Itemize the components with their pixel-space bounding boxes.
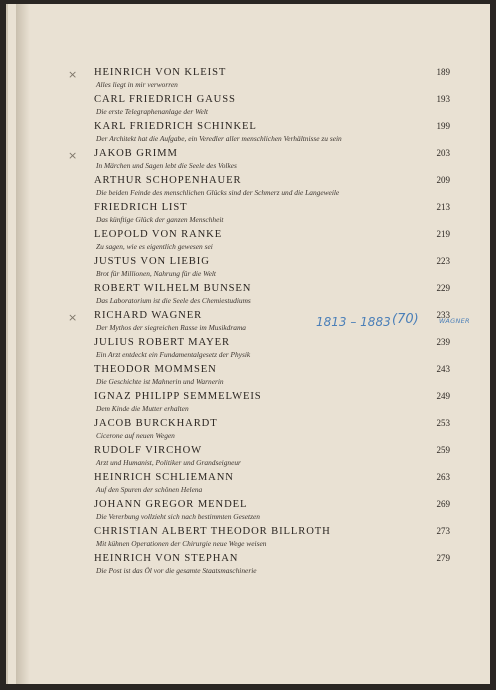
entry-page-number: 249 bbox=[436, 391, 450, 401]
toc-entry bbox=[94, 336, 450, 363]
entry-subtitle: Dem Kinde die Mutter erhalten bbox=[96, 404, 189, 413]
entry-name: HEINRICH VON KLEIST bbox=[94, 67, 227, 78]
entry-subtitle: Ein Arzt entdeckt ein Fundamentalgesetz der Physik bbox=[96, 350, 251, 359]
entry-name: JUSTUS VON LIEBIG bbox=[94, 256, 210, 267]
entry-subtitle: Der Architekt hat die Aufgabe, ein Veredler aller menschlichen Verhältnisse zu sein bbox=[96, 134, 342, 143]
pencil-mark: × bbox=[68, 68, 78, 81]
entry-subtitle: Die beiden Feinde des menschlichen Glücks sind der Schmerz und die Langeweile bbox=[96, 188, 340, 197]
entry-name: RICHARD WAGNER bbox=[94, 310, 203, 321]
entry-name: JACOB BURCKHARDT bbox=[94, 418, 218, 429]
entry-name: FRIEDRICH LIST bbox=[94, 202, 188, 213]
toc-entry bbox=[94, 444, 450, 471]
entry-subtitle: In Märchen und Sagen lebt die Seele des Volkes bbox=[96, 161, 237, 170]
toc-entry bbox=[94, 417, 450, 444]
entry-name: RUDOLF VIRCHOW bbox=[94, 445, 203, 456]
toc-entry bbox=[94, 363, 450, 390]
entry-name: JAKOB GRIMM bbox=[94, 148, 178, 159]
entry-name: JOHANN GREGOR MENDEL bbox=[94, 499, 248, 510]
entry-page-number: 193 bbox=[436, 94, 450, 104]
entry-page-number: 263 bbox=[436, 472, 450, 482]
handwritten-name: WAGNER bbox=[439, 317, 470, 325]
entry-subtitle: Die Vererbung vollzieht sich nach bestimmten Gesetzen bbox=[96, 512, 260, 521]
toc-entry bbox=[94, 93, 450, 120]
entry-subtitle: Auf den Spuren der schönen Helena bbox=[96, 485, 203, 494]
entry-name: HEINRICH SCHLIEMANN bbox=[94, 472, 234, 483]
entry-page-number: 213 bbox=[436, 202, 450, 212]
toc-entry bbox=[94, 201, 450, 228]
entry-name: LEOPOLD VON RANKE bbox=[94, 229, 223, 240]
entry-page-number: 269 bbox=[436, 499, 450, 509]
entry-name: KARL FRIEDRICH SCHINKEL bbox=[94, 121, 257, 132]
entry-name: ROBERT WILHELM BUNSEN bbox=[94, 283, 252, 294]
toc-entry bbox=[68, 147, 450, 174]
entry-page-number: 253 bbox=[436, 418, 450, 428]
entry-name: JULIUS ROBERT MAYER bbox=[94, 337, 230, 348]
entry-page-number: 259 bbox=[436, 445, 450, 455]
toc-entry bbox=[94, 120, 450, 147]
entry-page-number: 223 bbox=[436, 256, 450, 266]
toc-entry bbox=[94, 552, 450, 579]
entry-page-number: 203 bbox=[436, 148, 450, 158]
toc-entry bbox=[94, 228, 450, 255]
toc-entry bbox=[94, 282, 450, 309]
entry-subtitle: Cicerone auf neuen Wegen bbox=[96, 431, 175, 440]
book-page bbox=[6, 4, 490, 684]
entry-page-number: 243 bbox=[436, 364, 450, 374]
handwritten-dates: 1813 – 1883 bbox=[316, 315, 391, 329]
entry-page-number: 233 bbox=[436, 310, 450, 320]
toc-entry bbox=[94, 255, 450, 282]
entry-name: CARL FRIEDRICH GAUSS bbox=[94, 94, 236, 105]
toc-entry bbox=[68, 66, 450, 93]
entry-name: ARTHUR SCHOPENHAUER bbox=[94, 175, 242, 186]
pencil-mark: × bbox=[68, 149, 78, 162]
entry-subtitle: Das künftige Glück der ganzen Menschheit bbox=[96, 215, 224, 224]
toc-entry bbox=[94, 174, 450, 201]
entry-page-number: 199 bbox=[436, 121, 450, 131]
toc-entry bbox=[94, 390, 450, 417]
entry-name: IGNAZ PHILIPP SEMMELWEIS bbox=[94, 391, 262, 402]
entry-subtitle: Die Post ist das Öl vor die gesamte Staatsmaschinerie bbox=[96, 566, 257, 575]
entry-name: CHRISTIAN ALBERT THEODOR BILLROTH bbox=[94, 526, 331, 537]
toc-entry bbox=[94, 498, 450, 525]
entry-name: THEODOR MOMMSEN bbox=[94, 364, 217, 375]
page-gutter bbox=[16, 4, 30, 684]
entry-subtitle: Alles liegt in mir verworren bbox=[96, 80, 178, 89]
pencil-mark: × bbox=[68, 311, 78, 324]
entry-subtitle: Die erste Telegraphenanlage der Welt bbox=[96, 107, 208, 116]
entry-page-number: 189 bbox=[436, 67, 450, 77]
entry-subtitle: Brot für Millionen, Nahrung für die Welt bbox=[96, 269, 216, 278]
entry-page-number: 229 bbox=[436, 283, 450, 293]
entry-page-number: 239 bbox=[436, 337, 450, 347]
entry-subtitle: Mit kühnen Operationen der Chirurgie neue Wege weisen bbox=[96, 539, 267, 548]
entry-subtitle: Der Mythos der siegreichen Rasse im Musikdrama bbox=[96, 323, 246, 332]
entry-subtitle: Das Laboratorium ist die Seele des Chemiestudiums bbox=[96, 296, 251, 305]
handwritten-age: (70) bbox=[392, 312, 419, 327]
entry-subtitle: Arzt und Humanist, Politiker und Grandseigneur bbox=[96, 458, 241, 467]
entry-page-number: 209 bbox=[436, 175, 450, 185]
entry-page-number: 279 bbox=[436, 553, 450, 563]
entry-page-number: 273 bbox=[436, 526, 450, 536]
entry-subtitle: Die Geschichte ist Mahnerin und Warnerin bbox=[96, 377, 224, 386]
toc-entry bbox=[94, 525, 450, 552]
entry-subtitle: Zu sagen, wie es eigentlich gewesen sei bbox=[96, 242, 213, 251]
toc-entry bbox=[94, 471, 450, 498]
entry-page-number: 219 bbox=[436, 229, 450, 239]
entry-name: HEINRICH VON STEPHAN bbox=[94, 553, 239, 564]
